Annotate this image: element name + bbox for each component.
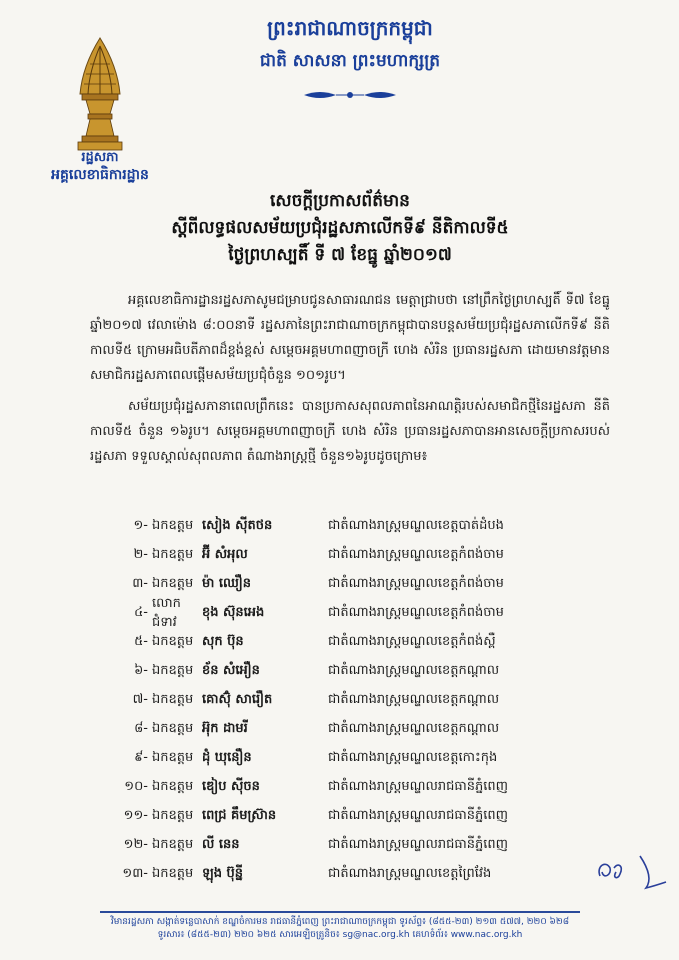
member-number: ៣- [132,576,148,591]
list-item [118,744,598,773]
member-role: ជាតំណាងរាស្ត្រមណ្ឌលខេត្តកំពង់ចាម [328,605,504,620]
member-role: ជាតំណាងរាស្ត្រមណ្ឌលខេត្តកណ្តាល [328,692,500,707]
member-number: ៤- [134,605,148,620]
member-name: ដុំ ឃុនឿន [202,750,252,765]
member-number: ១៣- [122,866,148,881]
footer-divider [100,911,580,913]
member-role: ជាតំណាងរាស្ត្រមណ្ឌលខេត្តព្រៃវែង [328,866,492,881]
member-role: ជាតំណាងរាស្ត្រមណ្ឌលខេត្តកណ្តាល [328,721,500,736]
list-item [118,657,598,686]
title-line-3: ថ្ងៃព្រហស្បតិ៍ ទី ៧ ខែធ្នូ ឆ្នាំ២០១៧ [228,245,452,265]
org-line-1: រដ្ឋសភា [81,150,119,165]
list-item [118,715,598,744]
footer-line-2: ទូរសារ៖ (៨៥៥-២៣) ២២០ ៦២៥ សារអេឡិចត្រូនិច៖ sg@nac.org.kh គេហទំព័រ៖ www.nac.org.kh [157,930,523,940]
member-name: ខុង ស៊ុនអេង [202,605,265,620]
member-number: ៨- [134,721,148,736]
member-role: ជាតំណាងរាស្ត្រមណ្ឌលខេត្តកណ្តាល [328,663,500,678]
paragraph-2: សម័យប្រជុំរដ្ឋសភានាពេលព្រឹកនេះ បានប្រកាសសុពលភាពនៃអាណត្តិរបស់សមាជិកថ្មីនៃរដ្ឋសភា នីតិកាលទី៥ ចំនួន ១៦រូប។ សម្តេចអគ្គមហាពញាចក្រី ហេង សំរិន ប្រធានរដ្ឋសភាបានអានសេចក្តីប្រកាសរបស់រដ្ឋសភា ទទួលស្គាល់សុពលភាព តំណាងរាស្ត្រថ្មី ចំនួន១៦រូបដូចក្រោម៖ [90,399,610,464]
member-list [118,512,598,889]
member-name: ឌៀប ស៊ីចន [202,779,260,794]
member-name: ខ័ន សំអឿន [202,663,260,678]
member-title: ឯកឧត្តម [152,779,194,794]
member-role: ជាតំណាងរាស្ត្រមណ្ឌលរាជធានីភ្នំពេញ [328,808,509,823]
ornament-divider-icon [300,87,400,101]
member-name: សុក ប៊ុន [202,634,244,649]
document-title [150,188,530,269]
list-item [118,512,598,541]
member-number: ២- [133,547,148,562]
member-name: ឡុង ប៊ុន្នី [202,866,244,881]
national-assembly-emblem-icon [68,36,132,156]
member-number: ១- [133,518,148,533]
member-role: ជាតំណាងរាស្ត្រមណ្ឌលខេត្តកំពង់ចាម [328,576,504,591]
member-title: ឯកឧត្តម [152,663,194,678]
list-item [118,860,598,889]
member-number: ១១- [123,808,148,823]
national-motto: ជាតិ សាសនា ព្រះមហាក្សត្រ [259,51,441,71]
list-item [118,595,598,630]
member-name: សៀង ស៊ីតថន [202,518,273,533]
member-name: អ៊ុក ដាមរី [202,721,248,736]
member-number: ៩- [134,750,148,765]
member-role: ជាតំណាងរាស្ត្រមណ្ឌលខេត្តកោះកុង [328,750,498,765]
member-title: ឯកឧត្តម [152,634,194,649]
list-item [118,773,598,802]
member-title: ឯកឧត្តម [152,547,194,562]
title-line-2: ស្តីពីលទ្ធផលសម័យប្រជុំរដ្ឋសភាលើកទី៩ នីតិកាលទី៥ [171,218,509,238]
kingdom-header [200,14,500,74]
list-item [118,686,598,715]
member-title: ឯកឧត្តម [152,692,194,707]
title-line-1: សេចក្តីប្រកាសព័ត៌មាន [270,191,410,211]
member-role: ជាតំណាងរាស្ត្រមណ្ឌលខេត្តកំពង់ចាម [328,547,504,562]
member-number: ៧- [132,692,148,707]
member-name: លី នេន [202,837,240,852]
member-number: ៦- [134,663,148,678]
list-item [118,831,598,860]
list-item [118,628,598,657]
footer-contact [90,916,590,942]
list-item [118,541,598,570]
member-role: ជាតំណាងរាស្ត្រមណ្ឌលរាជធានីភ្នំពេញ [328,779,509,794]
member-number: ៥- [134,634,148,649]
member-title: ឯកឧត្តម [152,576,194,591]
member-title: ឯកឧត្តម [152,750,194,765]
member-title: ឯកឧត្តម [152,837,194,852]
kingdom-name: ព្រះរាជាណាចក្រកម្ពុជា [267,16,433,40]
paragraph-1: អគ្គលេខាធិការដ្ឋានរដ្ឋសភាសូមជម្រាបជូនសាធារណជន មេត្តាជ្រាបថា នៅព្រឹកថ្ងៃព្រហស្បតិ៍ ទី៧ ខែធ្នូ ឆ្នាំ២០១៧ វេលាម៉ោង ៨:០០នាទី រដ្ឋសភានៃព្រះរាជាណាចក្រកម្ពុជាបានបន្តសម័យប្រជុំរដ្ឋសភាលើកទី៩ នីតិកាលទី៥ ក្រោមអធិបតីភាពដ៏ខ្ពង់ខ្ពស់ សម្តេចអគ្គមហាពញាចក្រី ហេង សំរិន ប្រធានរដ្ឋសភា ដោយមានវត្តមាន សមាជិករដ្ឋសភាពេលផ្តើមសម័យប្រជុំចំនួន ១០១រូប។ [90,293,610,383]
member-title: ឯកឧត្តម [152,808,194,823]
member-title: ឯកឧត្តម [152,721,194,736]
member-name: អ៊ី សំអុល [202,547,248,562]
member-title: ឯកឧត្តម [152,866,194,881]
list-item [118,802,598,831]
organization-name [20,150,180,184]
footer-line-1: វិមានរដ្ឋសភា សង្កាត់ទន្លេបាសាក់ ខណ្ឌចំការមន រាជធានីភ្នំពេញ ព្រះរាជាណាចក្រកម្ពុជា ទូរស័ព្ទ៖ (៨៥៥-២៣) ២១៣ ៥៧៧, ២២០ ៦២៨ [110,917,570,927]
member-name: ម៉ា ឈឿន [202,576,252,591]
member-role: ជាតំណាងរាស្ត្រមណ្ឌលខេត្តកំពង់ស្ពឺ [328,634,496,649]
member-number: ១២- [123,837,148,852]
member-number: ១០- [124,779,148,794]
member-role: ជាតំណាងរាស្ត្រមណ្ឌលរាជធានីភ្នំពេញ [328,837,509,852]
org-line-2: អគ្គលេខាធិការដ្ឋាន [51,167,149,183]
member-title: ឯកឧត្តម [152,518,194,533]
member-name: ពេជ្រ គឹមស្រ៊ាន [202,808,277,823]
body-text [90,288,610,475]
member-title: លោកជំទាវ [152,595,181,630]
member-role: ជាតំណាងរាស្ត្រមណ្ឌលខេត្តបាត់ដំបង [328,518,504,533]
initials-signature-icon [590,838,670,898]
member-name: គោស៊ុំ សារឿត [202,692,273,707]
